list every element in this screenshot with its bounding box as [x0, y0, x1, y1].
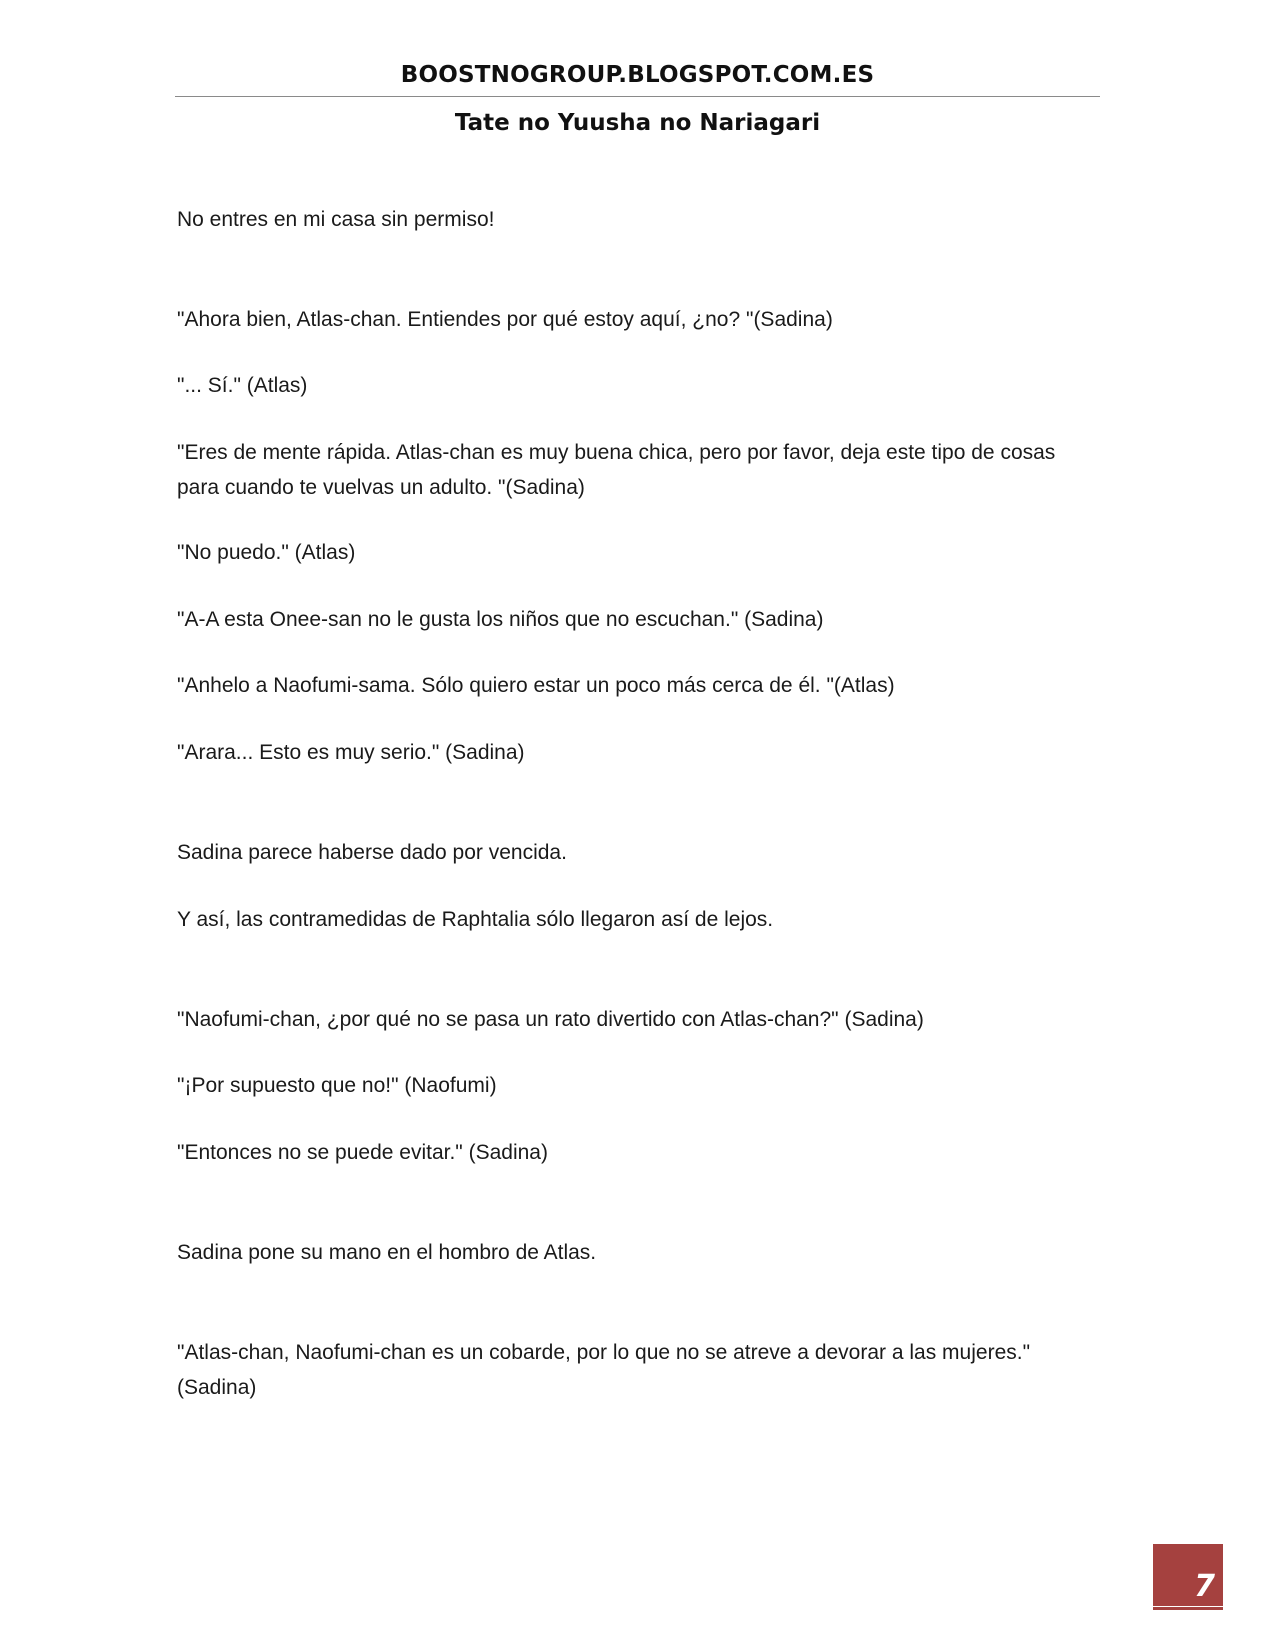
paragraph: Y así, las contramedidas de Raphtalia sólo llegaron así de lejos.: [177, 908, 774, 931]
paragraph: "Atlas-chan, Naofumi-chan es un cobarde, por lo que no se atreve a devorar a las mujeres." (Sadina): [177, 1341, 1031, 1399]
paragraph: Sadina pone su mano en el hombro de Atlas.: [177, 1241, 597, 1264]
page-number-badge: [1153, 1544, 1223, 1610]
page-header: [175, 58, 1100, 143]
paragraph: No entres en mi casa sin permiso!: [177, 208, 495, 231]
paragraph: Sadina parece haberse dado por vencida.: [177, 841, 567, 864]
paragraph: "¡Por supuesto que no!" (Naofumi): [177, 1074, 497, 1097]
page-number-underline: [1153, 1606, 1223, 1607]
paragraph: "Entonces no se puede evitar." (Sadina): [177, 1141, 548, 1164]
paragraph: "A-A esta Onee-san no le gusta los niños que no escuchan." (Sadina): [177, 608, 824, 631]
header-divider: [175, 96, 1100, 97]
book-title: Tate no Yuusha no Nariagari: [454, 110, 821, 136]
paragraph: "Arara... Esto es muy serio." (Sadina): [177, 741, 525, 764]
paragraph: "... Sí." (Atlas): [177, 374, 308, 397]
paragraph: "Ahora bien, Atlas-chan. Entiendes por qué estoy aquí, ¿no? "(Sadina): [177, 308, 833, 331]
page-number: 7: [1194, 1569, 1215, 1604]
paragraph: "No puedo." (Atlas): [177, 541, 356, 564]
site-title: BOOSTNOGROUP.BLOGSPOT.COM.ES: [400, 62, 875, 88]
paragraph: "Eres de mente rápida. Atlas-chan es muy buena chica, pero por favor, deja este tipo de cosas para cuando te vuelvas un adulto. "(Sadina): [177, 441, 1056, 499]
paragraph: "Anhelo a Naofumi-sama. Sólo quiero estar un poco más cerca de él. "(Atlas): [177, 674, 895, 697]
paragraph: "Naofumi-chan, ¿por qué no se pasa un rato divertido con Atlas-chan?" (Sadina): [177, 1008, 924, 1031]
